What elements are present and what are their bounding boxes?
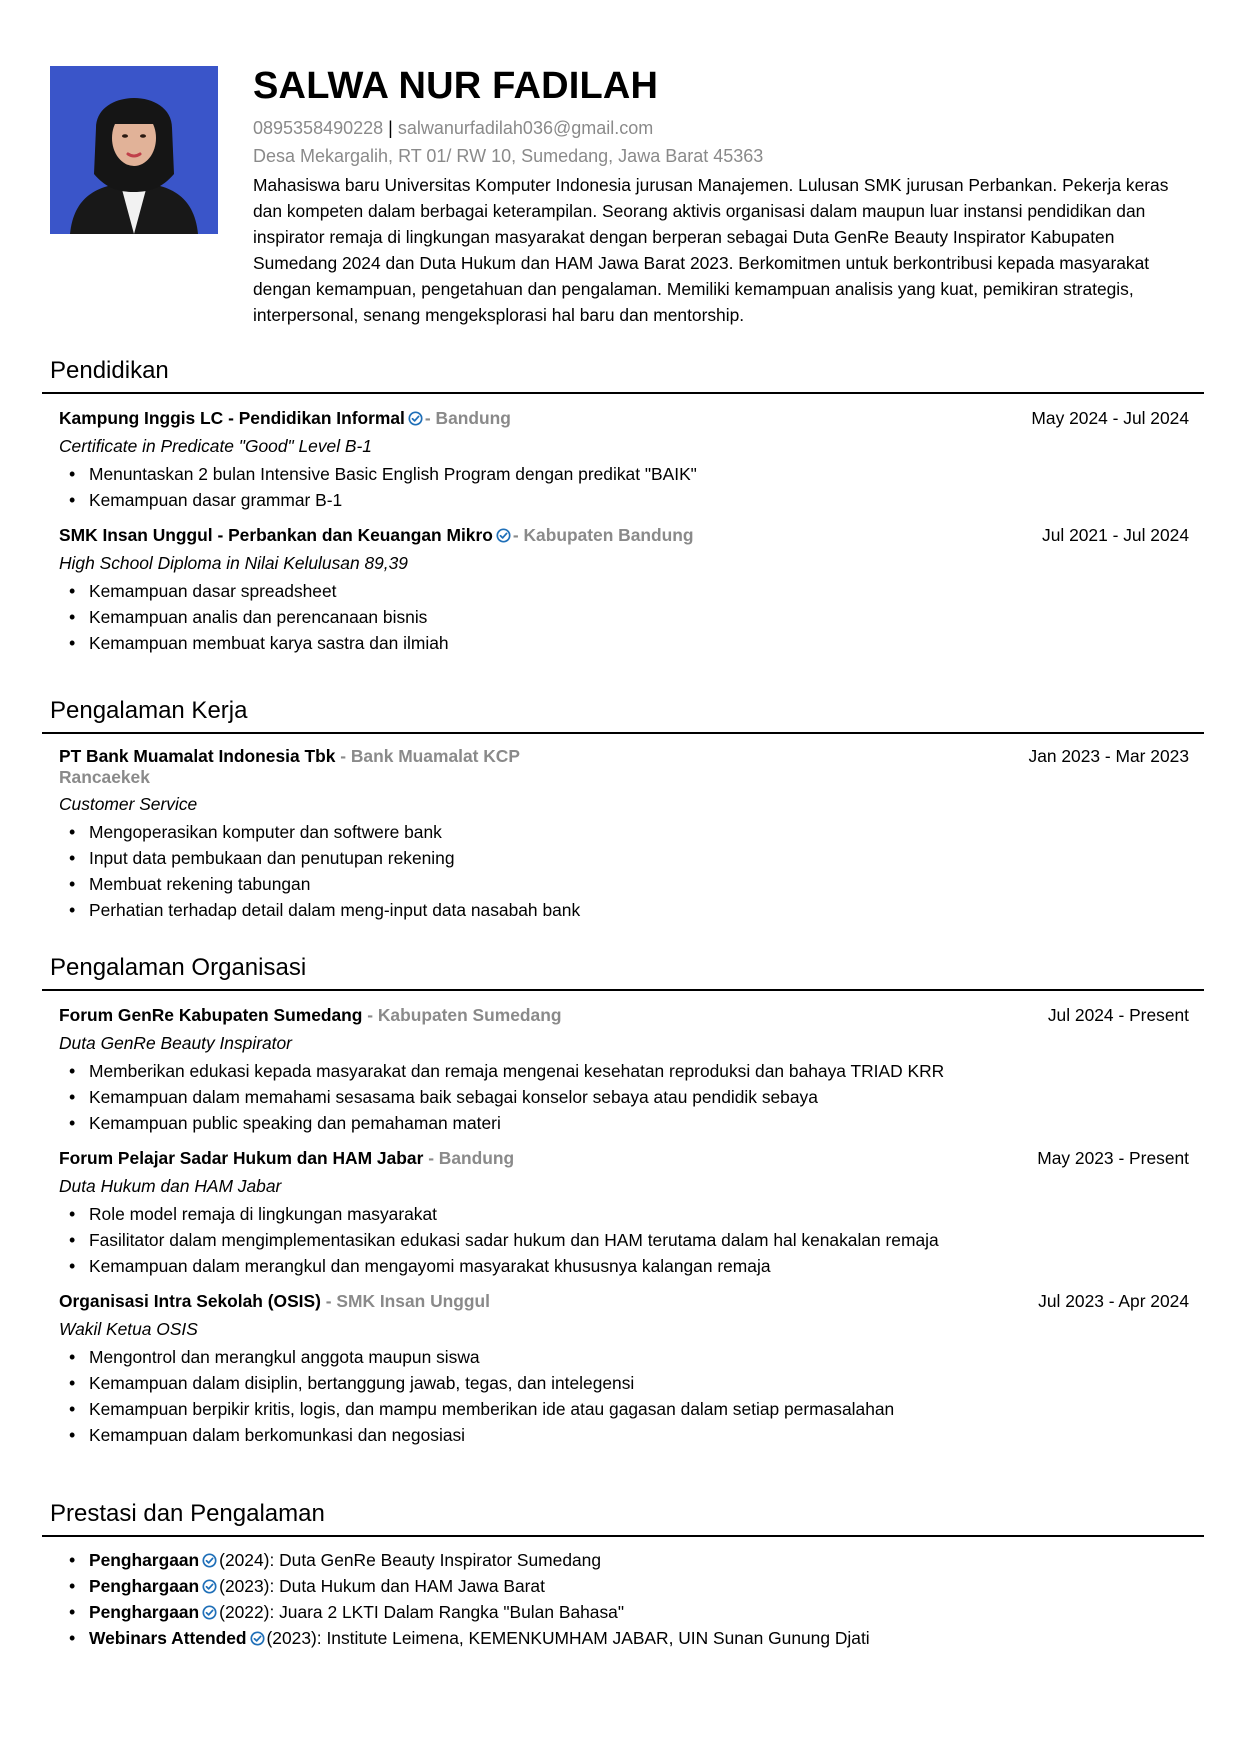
award-item — [59, 1625, 1189, 1651]
list-item: • Fasilitator dalam mengimplementasikan edukasi sadar hukum dan HAM terutama dalam hal kenakalan remaja — [59, 1227, 1189, 1253]
verified-check-icon — [202, 1553, 217, 1568]
job-title: Customer Service — [59, 794, 198, 814]
award-item — [59, 1573, 1189, 1599]
section-divider — [42, 732, 1204, 734]
company-location-cont: Rancaekek — [59, 767, 150, 787]
resume-header — [253, 62, 1193, 328]
date-range: Jul 2024 - Present — [1047, 1005, 1189, 1025]
position-title: Wakil Ketua OSIS — [59, 1319, 198, 1339]
section-title: Pengalaman Kerja — [50, 697, 248, 724]
date-range: May 2024 - Jul 2024 — [1031, 408, 1189, 428]
company-name: PT Bank Muamalat Indonesia Tbk — [59, 746, 336, 766]
section-divider — [42, 989, 1204, 991]
section-organization-experience — [42, 951, 1204, 1448]
date-range: Jul 2021 - Jul 2024 — [1042, 525, 1189, 545]
awards-list — [59, 1547, 1189, 1651]
date-range: May 2023 - Present — [1037, 1148, 1189, 1168]
verified-check-icon — [202, 1579, 217, 1594]
organization-location: - SMK Insan Unggul — [325, 1291, 490, 1311]
section-divider — [42, 392, 1204, 394]
award-item — [59, 1547, 1189, 1573]
date-range: Jan 2023 - Mar 2023 — [1028, 746, 1189, 766]
profile-photo — [50, 66, 218, 234]
section-divider — [42, 1535, 1204, 1537]
organization-name: Forum GenRe Kabupaten Sumedang — [59, 1005, 363, 1025]
list-item: • Kemampuan dalam merangkul dan mengayomi masyarakat khususnya kalangan remaja — [59, 1253, 1189, 1279]
institution-name: SMK Insan Unggul - Perbankan dan Keuangan Mikro — [59, 525, 493, 545]
list-item: • Kemampuan dasar grammar B-1 — [59, 487, 1189, 513]
award-detail: (2022): Juara 2 LKTI Dalam Rangka "Bulan Bahasa" — [219, 1602, 624, 1622]
award-label: Penghargaan — [89, 1576, 200, 1596]
contact-separator: | — [388, 118, 393, 138]
candidate-name: SALWA NUR FADILAH — [253, 65, 659, 107]
section-title: Pendidikan — [50, 357, 169, 384]
list-item: • Kemampuan analis dan perencanaan bisnis — [59, 604, 1189, 630]
award-label: Webinars Attended — [89, 1628, 247, 1648]
list-item: • Membuat rekening tabungan — [59, 871, 1189, 897]
organization-location: - Bandung — [428, 1148, 515, 1168]
organization-location: - Kabupaten Sumedang — [367, 1005, 562, 1025]
list-item: • Memberikan edukasi kepada masyarakat dan remaja mengenai kesehatan reproduksi dan bahaya TRIAD KRR — [59, 1058, 1189, 1084]
organization-entry — [59, 1289, 1189, 1448]
organization-name: Organisasi Intra Sekolah (OSIS) — [59, 1291, 321, 1311]
award-detail: (2024): Duta GenRe Beauty Inspirator Sumedang — [219, 1550, 602, 1570]
award-label: Penghargaan — [89, 1602, 200, 1622]
award-label: Penghargaan — [89, 1550, 200, 1570]
institution-name: Kampung Inggis LC - Pendidikan Informal — [59, 408, 405, 428]
award-item — [59, 1599, 1189, 1625]
education-entry — [59, 523, 1189, 656]
list-item: • Input data pembukaan dan penutupan rekening — [59, 845, 1189, 871]
position-title: Duta Hukum dan HAM Jabar — [59, 1176, 282, 1196]
education-entry — [59, 406, 1189, 513]
section-education — [42, 354, 1204, 656]
email-address[interactable]: salwanurfadilah036@gmail.com — [397, 118, 654, 138]
profile-summary: Mahasiswa baru Universitas Komputer Indonesia jurusan Manajemen. Lulusan SMK jurusan Perbankan. Pekerja keras dan kompeten dalam berbagai keterampilan. Seorang aktivis organisasi dalam maupun luar instansi pendidikan dan inspirator remaja di lingkungan masyarakat dengan berperan sebagai Duta GenRe Beauty Inspirator Kabupaten Sumedang 2024 dan Duta Hukum dan HAM Jawa Barat 2023. Berkomitmen untuk berkontribusi kepada masyarakat dengan kemampuan, pengetahuan dan pengalaman. Memiliki kemampuan analisis yang kuat, pemikiran strategis, interpersonal, senang mengeksplorasi hal baru dan mentorship. — [253, 175, 1169, 325]
list-item: • Perhatian terhadap detail dalam meng-input data nasabah bank — [59, 897, 1189, 923]
institution-location: - Bandung — [424, 408, 511, 428]
award-detail: (2023): Duta Hukum dan HAM Jawa Barat — [219, 1576, 545, 1596]
organization-entry — [59, 1146, 1189, 1279]
verified-check-icon — [408, 411, 423, 426]
company-location: - Bank Muamalat KCP — [340, 746, 520, 766]
contact-line — [253, 114, 1193, 142]
section-title: Pengalaman Organisasi — [50, 954, 307, 981]
verified-check-icon — [202, 1605, 217, 1620]
work-entry — [59, 746, 1189, 923]
section-achievements — [42, 1497, 1204, 1651]
list-item: • Mengontrol dan merangkul anggota maupun siswa — [59, 1344, 1189, 1370]
section-work-experience — [42, 694, 1204, 923]
organization-name: Forum Pelajar Sadar Hukum dan HAM Jabar — [59, 1148, 424, 1168]
verified-check-icon — [250, 1631, 265, 1646]
position-title: Duta GenRe Beauty Inspirator — [59, 1033, 292, 1053]
avatar — [50, 66, 218, 234]
list-item: • Kemampuan berpikir kritis, logis, dan mampu memberikan ide atau gagasan dalam setiap permasalahan — [59, 1396, 1189, 1422]
phone-number: 0895358490228 — [253, 118, 384, 138]
award-detail: (2023): Institute Leimena, KEMENKUMHAM JABAR, UIN Sunan Gunung Djati — [266, 1628, 870, 1648]
institution-location: - Kabupaten Bandung — [512, 525, 694, 545]
organization-entry — [59, 1003, 1189, 1136]
list-item: • Kemampuan dalam berkomunkasi dan negosiasi — [59, 1422, 1189, 1448]
degree: High School Diploma in Nilai Kelulusan 89,39 — [59, 553, 408, 573]
list-item: • Mengoperasikan komputer dan softwere bank — [59, 819, 1189, 845]
list-item: • Kemampuan public speaking dan pemahaman materi — [59, 1110, 1189, 1136]
list-item: • Kemampuan dasar spreadsheet — [59, 578, 1189, 604]
list-item: • Kemampuan dalam disiplin, bertanggung jawab, tegas, dan intelegensi — [59, 1370, 1189, 1396]
list-item: • Kemampuan dalam memahami sesasama baik sebagai konselor sebaya atau pendidik sebaya — [59, 1084, 1189, 1110]
home-address: Desa Mekargalih, RT 01/ RW 10, Sumedang, Jawa Barat 45363 — [253, 146, 764, 166]
section-title: Prestasi dan Pengalaman — [50, 1500, 325, 1527]
list-item: • Menuntaskan 2 bulan Intensive Basic English Program dengan predikat "BAIK" — [59, 461, 1189, 487]
degree: Certificate in Predicate "Good" Level B-1 — [59, 436, 372, 456]
list-item: • Kemampuan membuat karya sastra dan ilmiah — [59, 630, 1189, 656]
verified-check-icon — [496, 528, 511, 543]
date-range: Jul 2023 - Apr 2024 — [1038, 1291, 1189, 1311]
list-item: • Role model remaja di lingkungan masyarakat — [59, 1201, 1189, 1227]
